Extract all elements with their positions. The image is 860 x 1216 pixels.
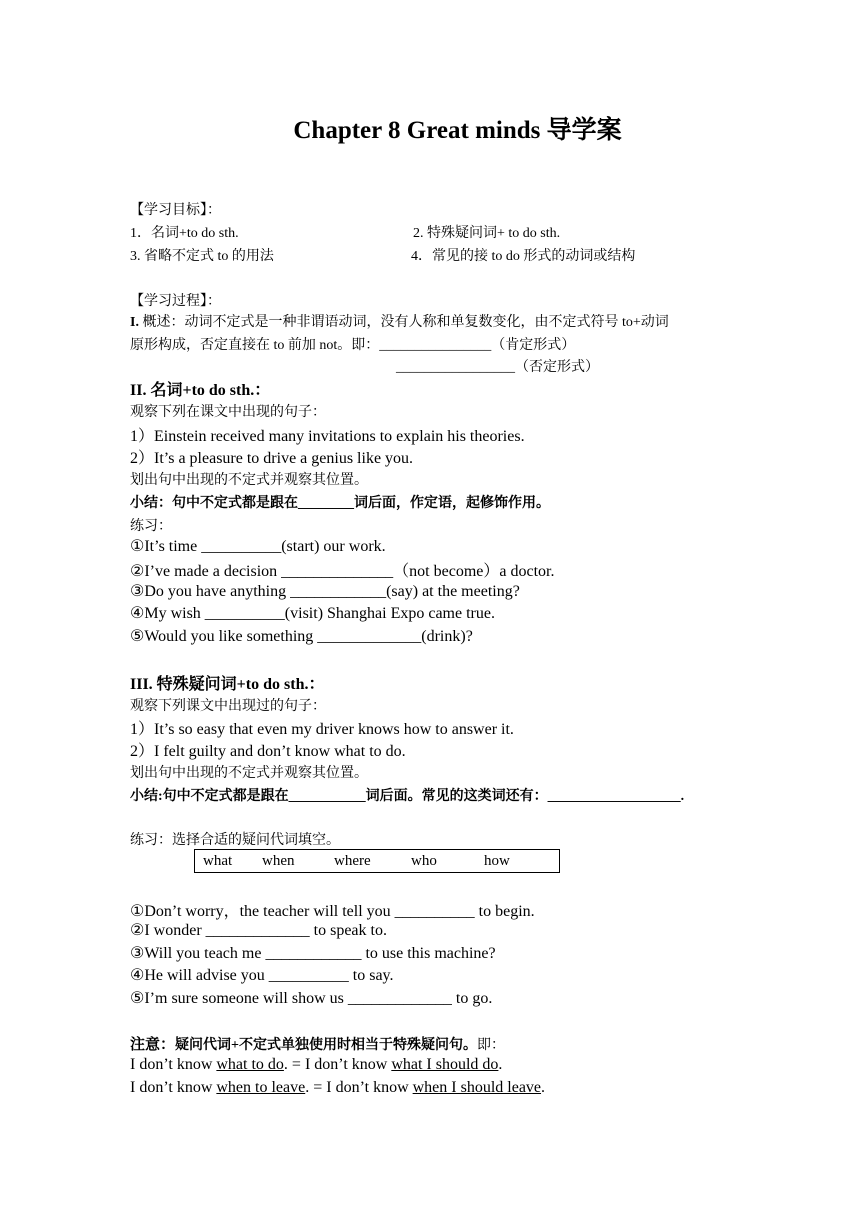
intro-text: 概述：动词不定式是一种非谓语动词，没有人称和单复数变化，由不定式符号 to+动词	[138, 315, 669, 330]
intro-line-1	[130, 311, 669, 331]
section-3-note: 划出句中出现的不定式并观察其位置。	[130, 766, 368, 781]
attention-text: 疑问代词+不定式单独使用时相当于特殊疑问句。	[175, 1038, 477, 1053]
objective-item-2: 2. 特殊疑问词+ to do sth.	[413, 226, 561, 241]
attention-example-1-underlined-b: what I should do	[391, 1056, 499, 1073]
section-2-observe: 观察下列在课文中出现的句子：	[130, 405, 326, 420]
section-2-note: 划出句中出现的不定式并观察其位置。	[130, 473, 368, 488]
section-3-practice-5: ⑤I’m sure someone will show us _____________ to go.	[130, 990, 493, 1007]
word-choice-when: when	[262, 853, 295, 869]
objectives-heading: 【学习目标】：	[130, 203, 221, 218]
section-2-practice-2: ②I’ve made a decision ______________（not become）a doctor.	[130, 563, 555, 580]
section-2-heading: II. 名词+to do sth.：	[130, 382, 271, 399]
objective-item-1: 1．名词+to do sth.	[130, 226, 239, 241]
attention-label: 注意：	[130, 1037, 176, 1053]
word-choice-where: where	[334, 853, 371, 869]
attention-example-2-part-b: . = I don’t know	[305, 1079, 413, 1096]
section-3-practice-3: ③Will you teach me ____________ to use this machine?	[130, 945, 496, 962]
attention-example-2-underlined-b: when I should leave	[412, 1079, 542, 1096]
attention-tail: 即：	[477, 1038, 505, 1053]
section-3-heading: III. 特殊疑问词+to do sth.：	[130, 676, 325, 693]
word-choice-who: who	[411, 853, 437, 869]
section-3-example-2: 2）I felt guilty and don’t know what to do.	[130, 743, 406, 760]
attention-example-2-part-a: I don’t know	[130, 1079, 217, 1096]
page-title: Chapter 8 Great minds 导学案	[293, 117, 622, 144]
intro-line-3: _________________（否定形式）	[396, 360, 599, 375]
section-2-practice-4: ④My wish __________(visit) Shanghai Expo came true.	[130, 605, 495, 622]
attention-example-2-end: .	[541, 1079, 546, 1096]
objective-item-3: 3. 省略不定式 to 的用法	[130, 249, 274, 264]
section-3-practice-4: ④He will advise you __________ to say.	[130, 967, 394, 984]
attention-note	[130, 1033, 505, 1054]
section-2-example-1: 1）Einstein received many invitations to explain his theories.	[130, 428, 525, 445]
intro-line-2: 原形构成，否定直接在 to 前加 not。即：________________（肯定形式）	[130, 338, 576, 353]
section-2-practice-5: ⑤Would you like something _____________(drink)?	[130, 628, 473, 645]
section-3-practice-1: ①Don’t worry，the teacher will tell you __________ to begin.	[130, 903, 535, 920]
process-heading: 【学习过程】：	[130, 294, 221, 309]
attention-example-1-underlined-a: what to do	[216, 1056, 284, 1073]
attention-example-2	[130, 1079, 545, 1097]
section-2-example-2: 2）It’s a pleasure to drive a genius like you.	[130, 450, 414, 467]
word-choice-box	[194, 849, 560, 873]
section-3-practice-label: 练习：选择合适的疑问代词填空。	[130, 833, 340, 848]
section-2-practice-1: ①It’s time __________(start) our work.	[130, 538, 386, 555]
attention-example-2-underlined-a: when to leave	[216, 1079, 306, 1096]
section-3-practice-2: ②I wonder _____________ to speak to.	[130, 922, 387, 939]
attention-example-1-part-b: . = I don’t know	[283, 1056, 392, 1073]
section-2-summary: 小结：句中不定式都是跟在________词后面，作定语，起修饰作用。	[130, 496, 550, 511]
section-2-practice-label: 练习：	[130, 519, 172, 534]
objective-item-4: 4．常见的接 to do 形式的动词或结构	[411, 249, 636, 264]
attention-example-1	[130, 1056, 502, 1074]
section-3-example-1: 1）It’s so easy that even my driver knows how to answer it.	[130, 721, 514, 738]
section-3-observe: 观察下列课文中出现过的句子：	[130, 699, 326, 714]
intro-number: I.	[130, 315, 139, 330]
attention-example-1-end: .	[498, 1056, 503, 1073]
word-choice-what: what	[203, 853, 233, 869]
section-2-practice-3: ③Do you have anything ____________(say) at the meeting?	[130, 583, 520, 600]
word-choice-how: how	[484, 853, 510, 869]
attention-example-1-part-a: I don’t know	[130, 1056, 217, 1073]
section-3-summary: 小结:句中不定式都是跟在___________词后面。常见的这类词还有：___________________.	[130, 789, 685, 804]
